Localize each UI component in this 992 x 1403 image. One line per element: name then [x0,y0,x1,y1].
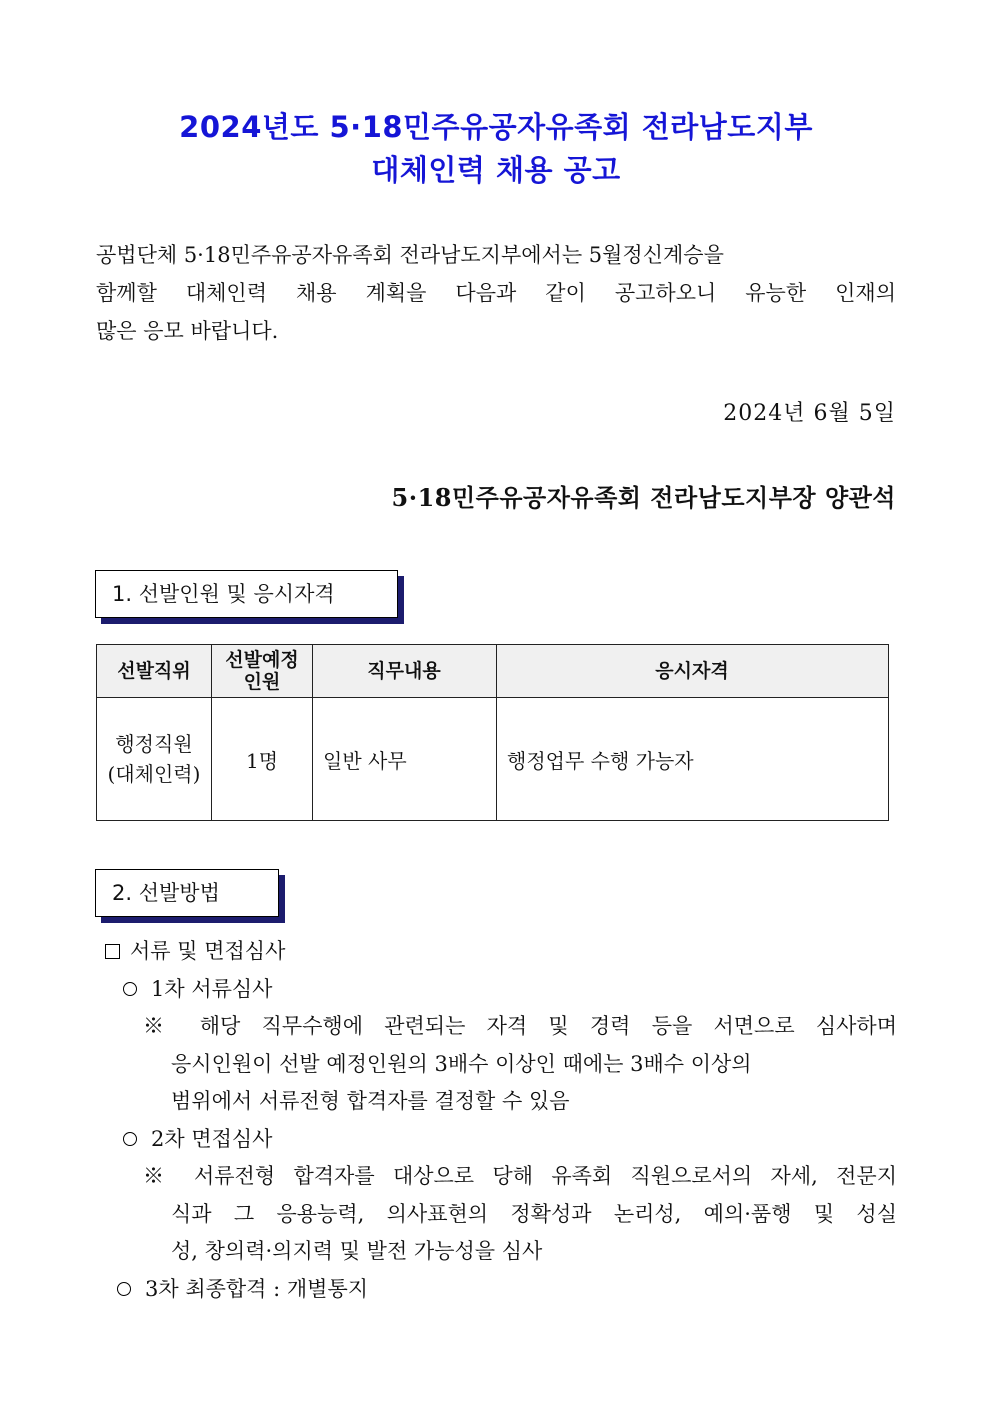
section-heading-method: 2. 선발방법 [95,869,279,917]
step3-label: 3차 최종합격 : 개별통지 [145,1276,369,1301]
method-bullet-text: 서류 및 면접심사 [130,939,286,963]
method-bullet [105,933,897,971]
cell-position [97,698,212,821]
table-row [97,698,889,821]
step2-note-line: 성, 창의력·의지력 및 발전 가능성을 심사 [171,1239,543,1263]
intro-line: 함께할 대체인력 채용 계획을 다음과 같이 공고하오니 유능한 인재의 [96,281,896,305]
intro-line: 많은 응모 바랍니다. [96,319,279,343]
step1 [105,971,897,1009]
step1-note-line: ※ 해당 직무수행에 관련되는 자격 및 경력 등을 서면으로 심사하며 [143,1014,897,1038]
step2-note-line: ※ 서류전형 합격자를 대상으로 당해 유족회 직원으로서의 자세, 전문지 [143,1164,897,1188]
document-title-line2: 대체인력 채용 공고 [371,153,621,187]
intro-line: 공법단체 5·18민주유공자유족회 전라남도지부에서는 5월정신계승을 [96,243,724,267]
step1-note-line: 범위에서 서류전형 합격자를 결정할 수 있음 [171,1089,570,1113]
table-header-row [97,645,889,698]
circle-bullet-icon [123,1132,137,1146]
circle-bullet-icon [117,1282,131,1296]
header-position: 선발직위 [97,645,212,698]
step2-label: 2차 면접심사 [151,1126,273,1151]
step1-label: 1차 서류심사 [151,976,273,1001]
section-heading-qualifications: 1. 선발인원 및 응시자격 [95,570,398,618]
document-title-line1: 2024년도 5·18민주유공자유족회 전라남도지부 [179,110,813,144]
header-duties: 직무내용 [313,645,497,698]
step1-note-line: 응시인원이 선발 예정인원의 3배수 이상인 때에는 3배수 이상의 [171,1051,752,1076]
cell-qualification: 행정업무 수행 가능자 [497,698,889,821]
circle-bullet-icon [123,982,137,996]
square-bullet-icon [105,944,120,959]
cell-count: 1명 [212,698,313,821]
cell-duties: 일반 사무 [313,698,497,821]
header-headcount [212,645,313,698]
header-headcount-line2: 인원 [243,671,281,693]
cell-position-line1: 행정직원 [115,732,193,756]
selection-method [105,933,897,1308]
step3 [105,1271,897,1309]
step2 [105,1121,897,1159]
selection-table [96,644,889,821]
step2-note-line: 식과 그 응용능력, 의사표현의 정확성과 논리성, 예의·품행 및 성실 [171,1201,897,1226]
intro-paragraph [96,236,896,350]
header-qualification: 응시자격 [497,645,889,698]
announcement-date: 2024년 6월 5일 [723,401,896,426]
header-headcount-line1: 선발예정 [225,649,299,671]
cell-position-line2: (대체인력) [107,762,201,786]
signer: 5·18민주유공자유족회 전라남도지부장 양관석 [391,483,896,512]
